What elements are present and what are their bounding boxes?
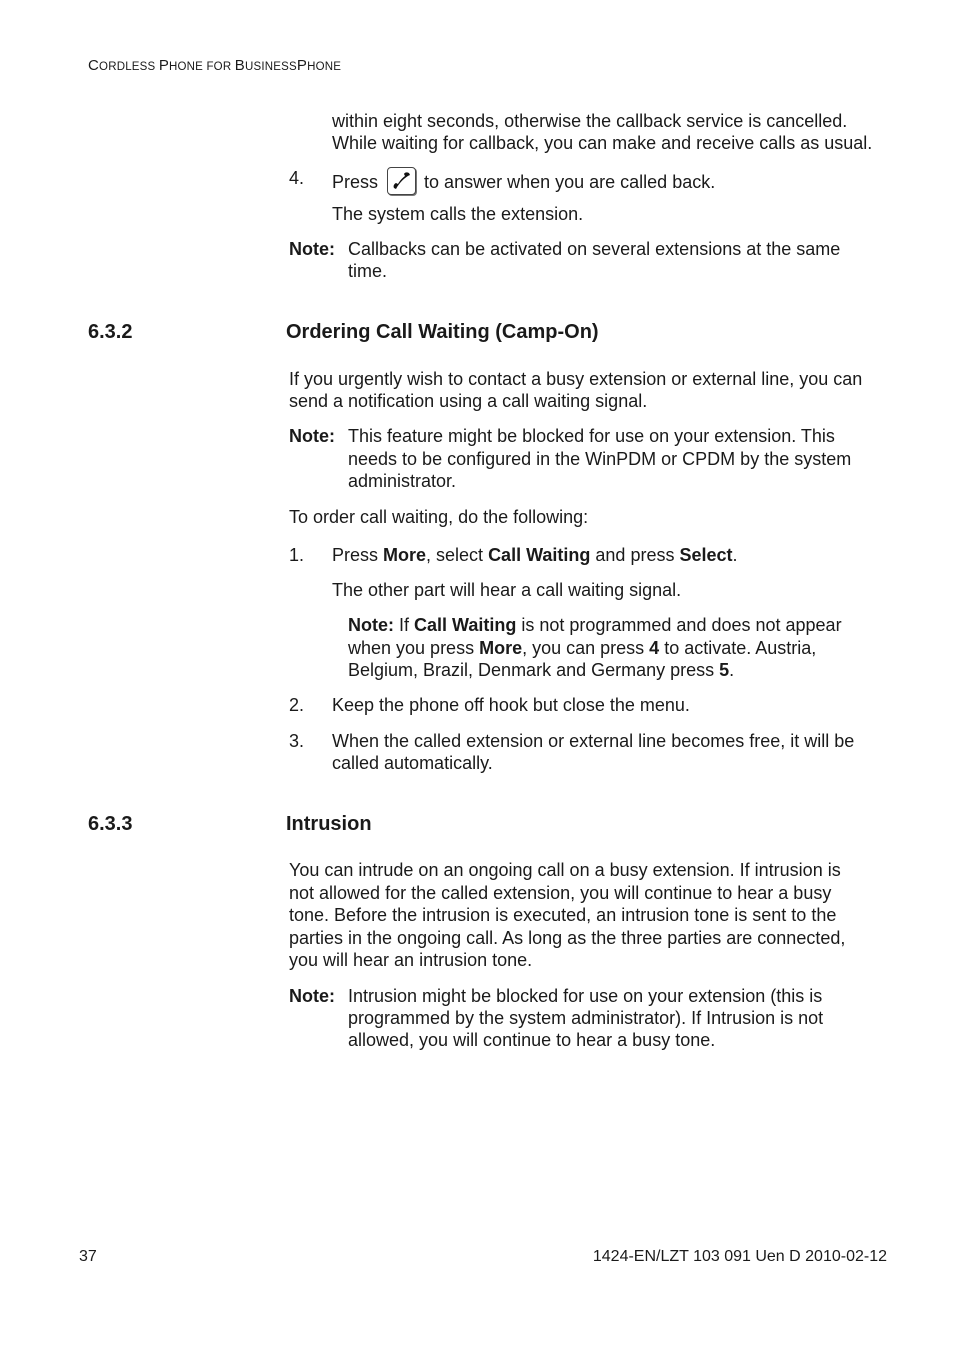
- paragraph-line: tone. Before the intrusion is executed, an intrusion tone is sent to the: [289, 905, 837, 925]
- section-number: 6.3.3: [88, 813, 133, 835]
- step-1-result: The other part will hear a call waiting signal.: [332, 580, 682, 600]
- section-number: 6.3.2: [88, 321, 133, 343]
- paragraph-line: you will hear an intrusion tone.: [289, 950, 533, 970]
- note-label: Note:: [289, 239, 335, 259]
- paragraph-line: You can intrude on an ongoing call on a busy extension. If intrusion is: [289, 860, 841, 880]
- step-number: 3.: [289, 731, 305, 751]
- subnote-line-1: Note: If Call Waiting is not programmed and does not appear: [348, 615, 842, 635]
- note-line: This feature might be blocked for use on your extension. This: [348, 426, 835, 446]
- note-label: Note:: [289, 986, 335, 1006]
- note-label: Note:: [348, 615, 394, 635]
- subnote-line-2: when you press More, you can press 4 to activate. Austria,: [348, 638, 817, 658]
- subnote-line-3: Belgium, Brazil, Denmark and Germany press 5.: [348, 660, 735, 680]
- step-4-text-after: to answer when you are called back.: [424, 172, 716, 192]
- step-4-text: [332, 167, 715, 195]
- note-line: time.: [348, 261, 388, 281]
- step-4-result: The system calls the extension.: [332, 204, 584, 224]
- note-line: allowed, you will continue to hear a busy tone.: [348, 1030, 716, 1050]
- callback-continuation-line-1: within eight seconds, otherwise the callback service is cancelled.: [332, 111, 848, 131]
- note-line: administrator.: [348, 471, 457, 491]
- step-3-line: When the called extension or external line becomes free, it will be: [332, 731, 855, 751]
- paragraph-line: not allowed for the called extension, you will continue to hear a busy: [289, 883, 832, 903]
- document-id: 1424-EN/LZT 103 091 Uen D 2010-02-12: [592, 1248, 887, 1265]
- paragraph-line: If you urgently wish to contact a busy extension or external line, you can: [289, 369, 863, 389]
- step-4-text-before: Press: [332, 172, 379, 192]
- paragraph-line: send a notification using a call waiting signal.: [289, 391, 648, 411]
- section-title: Ordering Call Waiting (Camp-On): [286, 321, 599, 343]
- note-line: needs to be configured in the WinPDM or CPDM by the system: [348, 449, 852, 469]
- select-softkey-label: Select: [679, 545, 733, 565]
- note-line: Callbacks can be activated on several extensions at the same: [348, 239, 841, 259]
- note-line: Intrusion might be blocked for use on your extension (this is: [348, 986, 823, 1006]
- call-waiting-menu-label: Call Waiting: [488, 545, 591, 565]
- step-number: 1.: [289, 545, 305, 565]
- section-title: Intrusion: [286, 813, 372, 835]
- step-number: 2.: [289, 695, 305, 715]
- phone-answer-icon: [387, 167, 416, 195]
- callback-continuation-line-2: While waiting for callback, you can make and receive calls as usual.: [332, 133, 873, 153]
- note-label: Note:: [289, 426, 335, 446]
- note-line: programmed by the system administrator). If Intrusion is not: [348, 1008, 824, 1028]
- paragraph-line: parties in the ongoing call. As long as the three parties are connected,: [289, 928, 846, 948]
- more-softkey-label: More: [383, 545, 427, 565]
- lead-text: To order call waiting, do the following:: [289, 507, 589, 527]
- step-number: 4.: [289, 168, 305, 188]
- step-3-line: called automatically.: [332, 753, 493, 773]
- running-header: CORDLESS PHONE FOR BUSINESSPHONE: [88, 57, 342, 74]
- step-2-text: Keep the phone off hook but close the menu.: [332, 695, 690, 715]
- page-number: 37: [79, 1248, 97, 1265]
- step-1-text: Press More, select Call Waiting and press Select.: [332, 545, 738, 565]
